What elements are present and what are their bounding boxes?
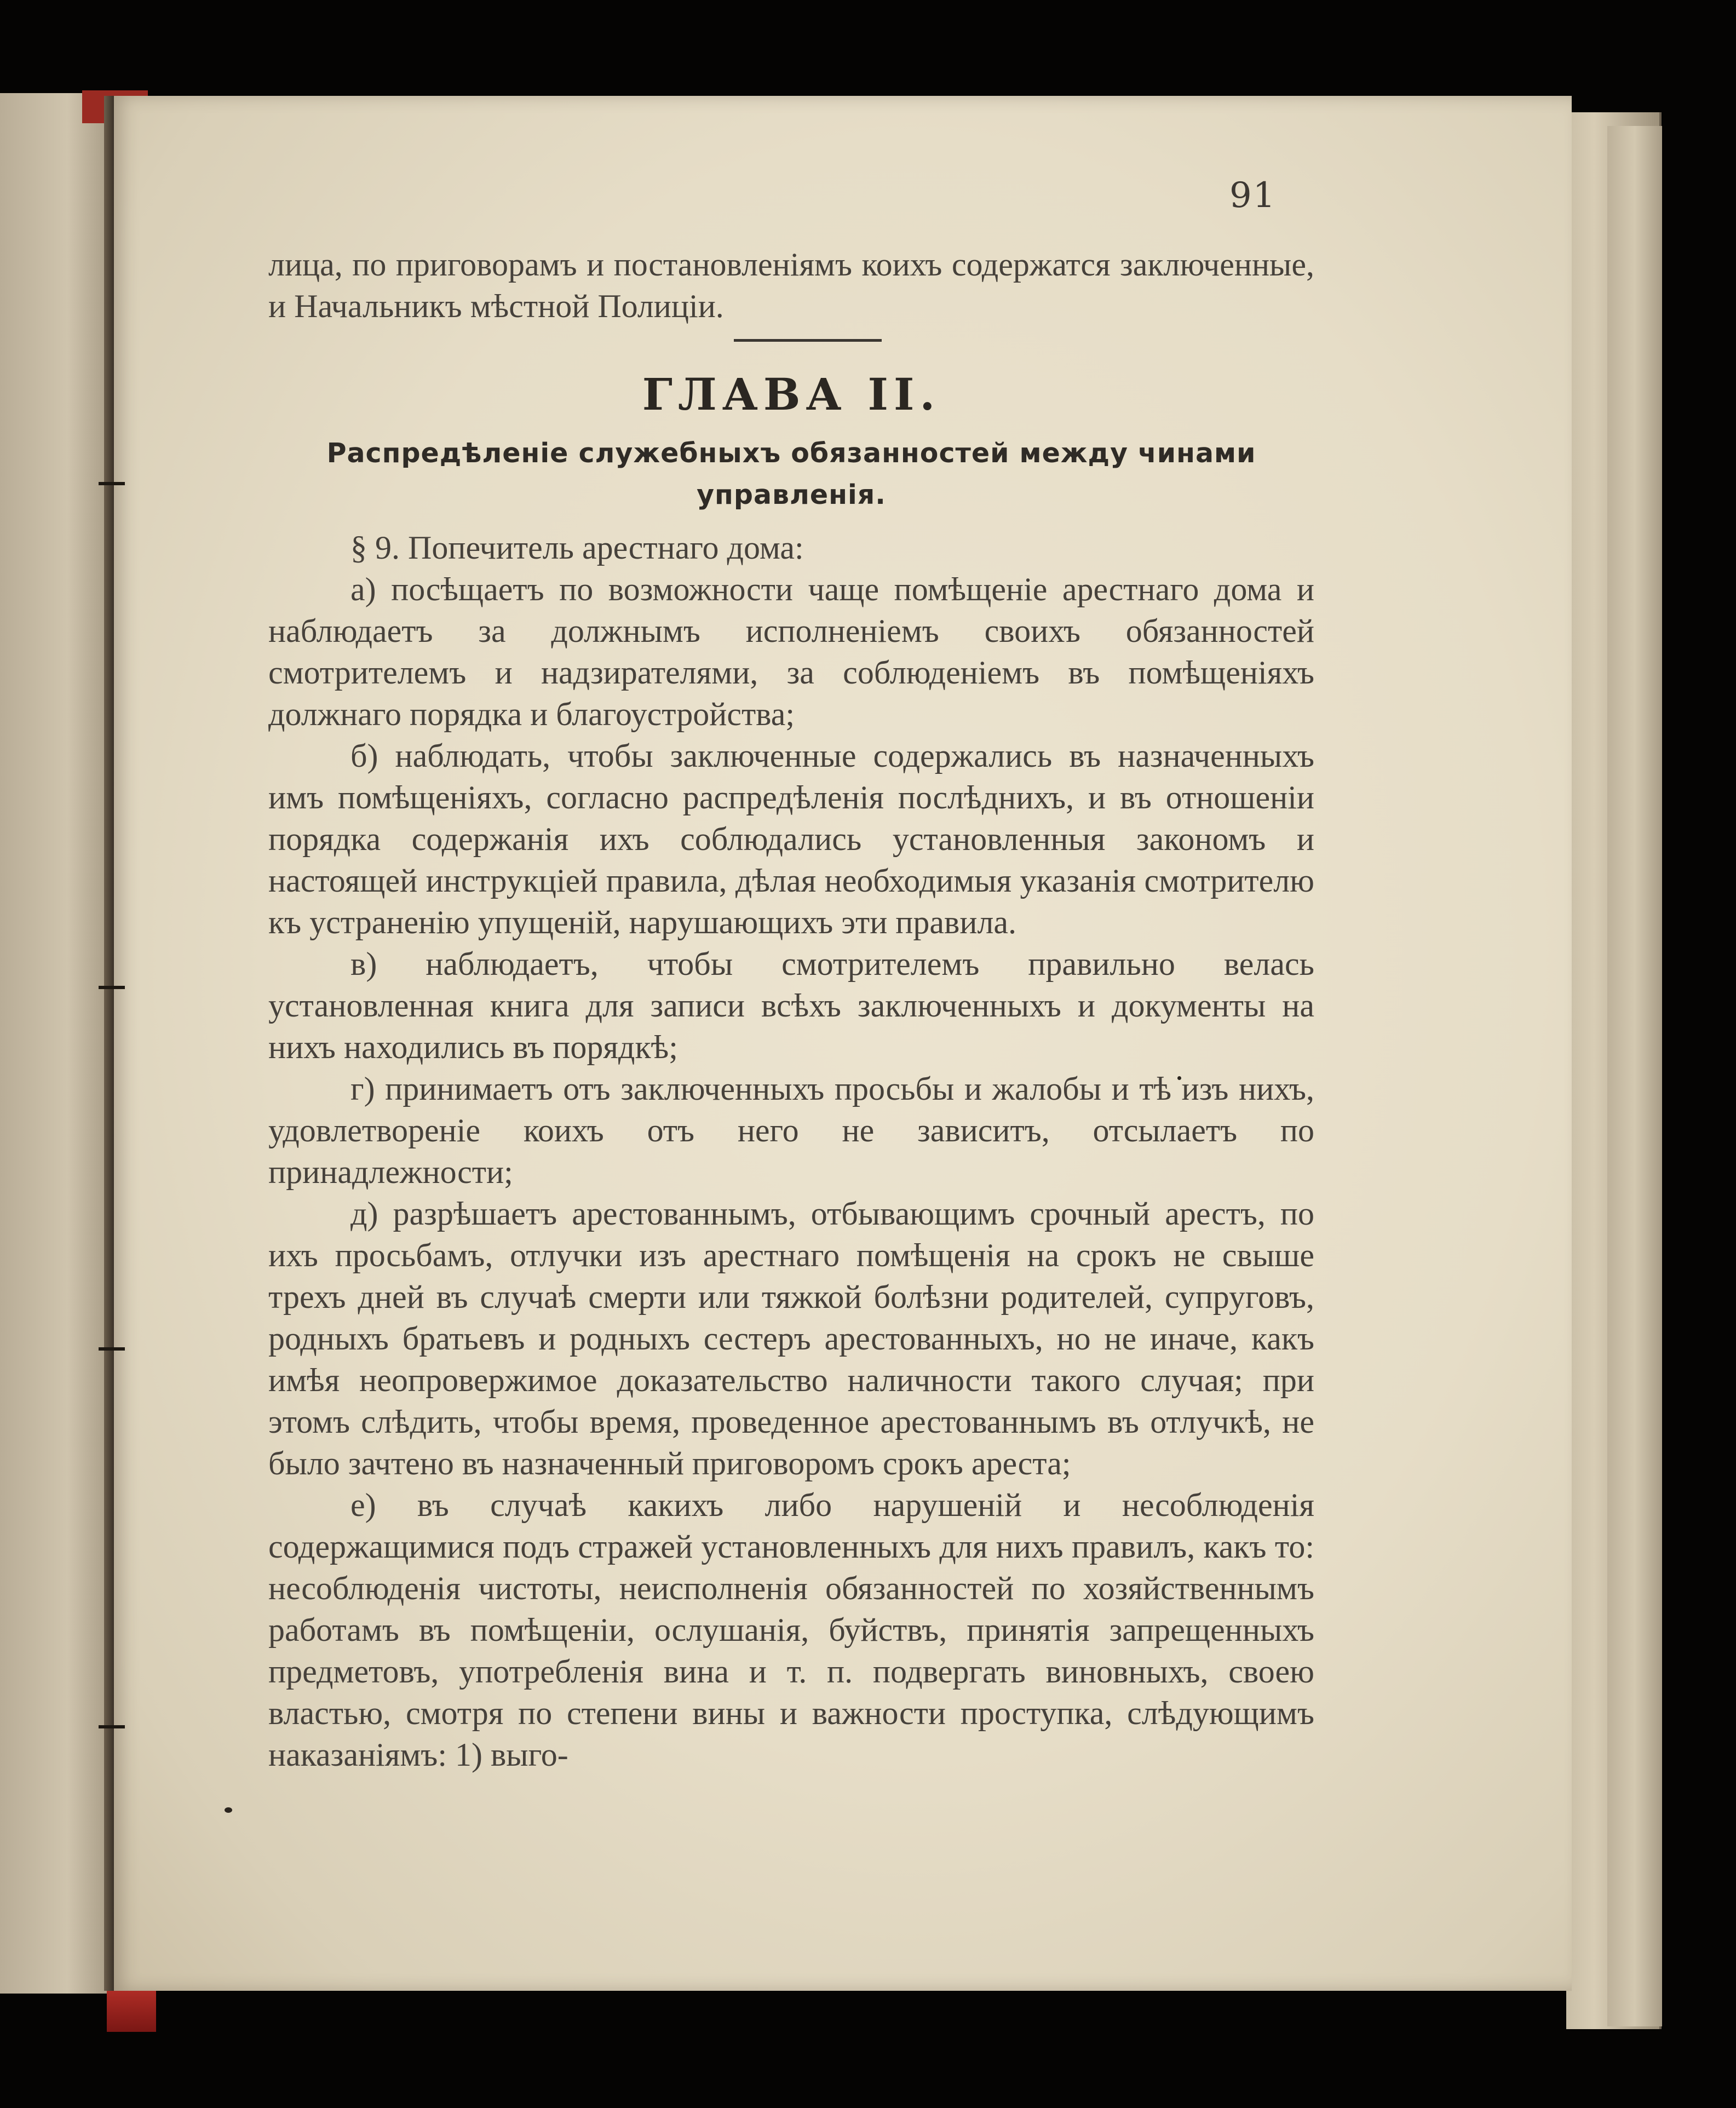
stitch-mark [99, 1725, 125, 1728]
section-item: г) принимаетъ отъ заключенныхъ просьбы и жалобы и тѣ изъ нихъ, удовлетвореніе коихъ отъ него не зависитъ, отсылаетъ по принадлежности; [268, 1071, 1314, 1190]
section-item: в) наблюдаетъ, чтобы смотрителемъ правильно велась установленная книга для записи всѣхъ заключенныхъ и документы на нихъ находились въ порядкѣ; [268, 946, 1314, 1065]
paper-speck [225, 1807, 232, 1813]
page-stack-edge-inner [1607, 126, 1662, 2026]
intro-paragraph: лица, по приговорамъ и постановленіямъ коихъ содержатся заключенные, и Начальникъ мѣстной Полиціи. [268, 246, 1314, 324]
section-divider [734, 339, 882, 342]
stitch-mark [99, 482, 125, 485]
facing-page-edge [0, 93, 112, 1994]
section-item: а) посѣщаетъ по возможности чаще помѣщеніе арестнаго дома и наблюдаетъ за должнымъ исполненіемъ своихъ обязанностей смотрителемъ и надзирателями, за соблюденіемъ въ помѣщеніяхъ должнаго порядка и благоустройства; [268, 571, 1314, 732]
section-heading: § 9. Попечитель арестнаго дома: [350, 530, 804, 566]
page-number: 91 [1229, 175, 1277, 216]
chapter-subtitle: Распредѣленіе служебныхъ обязанностей между чинами управленія. [326, 438, 1256, 510]
section-item: е) въ случаѣ какихъ либо нарушеній и несоблюденія содержащимися подъ стражей установленныхъ для нихъ правилъ, какъ то: несоблюденія чистоты, неисполненія обязанностей по хозяйственнымъ работамъ въ помѣщеніи, ослушанія, буйствъ, принятія запрещенныхъ предметовъ, употребленія вина и т. п. подвергать виновныхъ, своею властью, смотря по степени вины и важности проступка, слѣдующимъ наказаніямъ: 1) выго- [268, 1487, 1314, 1773]
page-text [268, 244, 1314, 1776]
stitch-mark [99, 986, 125, 989]
stitch-mark [99, 1347, 125, 1351]
page-gutter [104, 96, 114, 1991]
chapter-title: ГЛАВА II. [642, 369, 941, 420]
section-item: б) наблюдать, чтобы заключенные содержались въ назначенныхъ имъ помѣщеніяхъ, согласно распредѣленія послѣднихъ, и въ отношеніи порядка содержанія ихъ соблюдались установленныя закономъ и настоящей инструкціей правила, дѣлая необходимыя указанія смотрителю къ устраненію упущеній, нарушающихъ эти правила. [268, 738, 1314, 940]
section-item: д) разрѣшаетъ арестованнымъ, отбывающимъ срочный арестъ, по ихъ просьбамъ, отлучки изъ арестнаго помѣщенія на срокъ не свыше трехъ дней въ случаѣ смерти или тяжкой болѣзни родителей, супруговъ, родныхъ братьевъ и родныхъ сестеръ арестованныхъ, но не иначе, какъ имѣя неопровержимое доказательство наличности такого случая; при этомъ слѣдить, чтобы время, проведенное арестованнымъ въ отлучкѣ, не было зачтено въ назначенный приговоромъ срокъ ареста; [268, 1196, 1314, 1481]
